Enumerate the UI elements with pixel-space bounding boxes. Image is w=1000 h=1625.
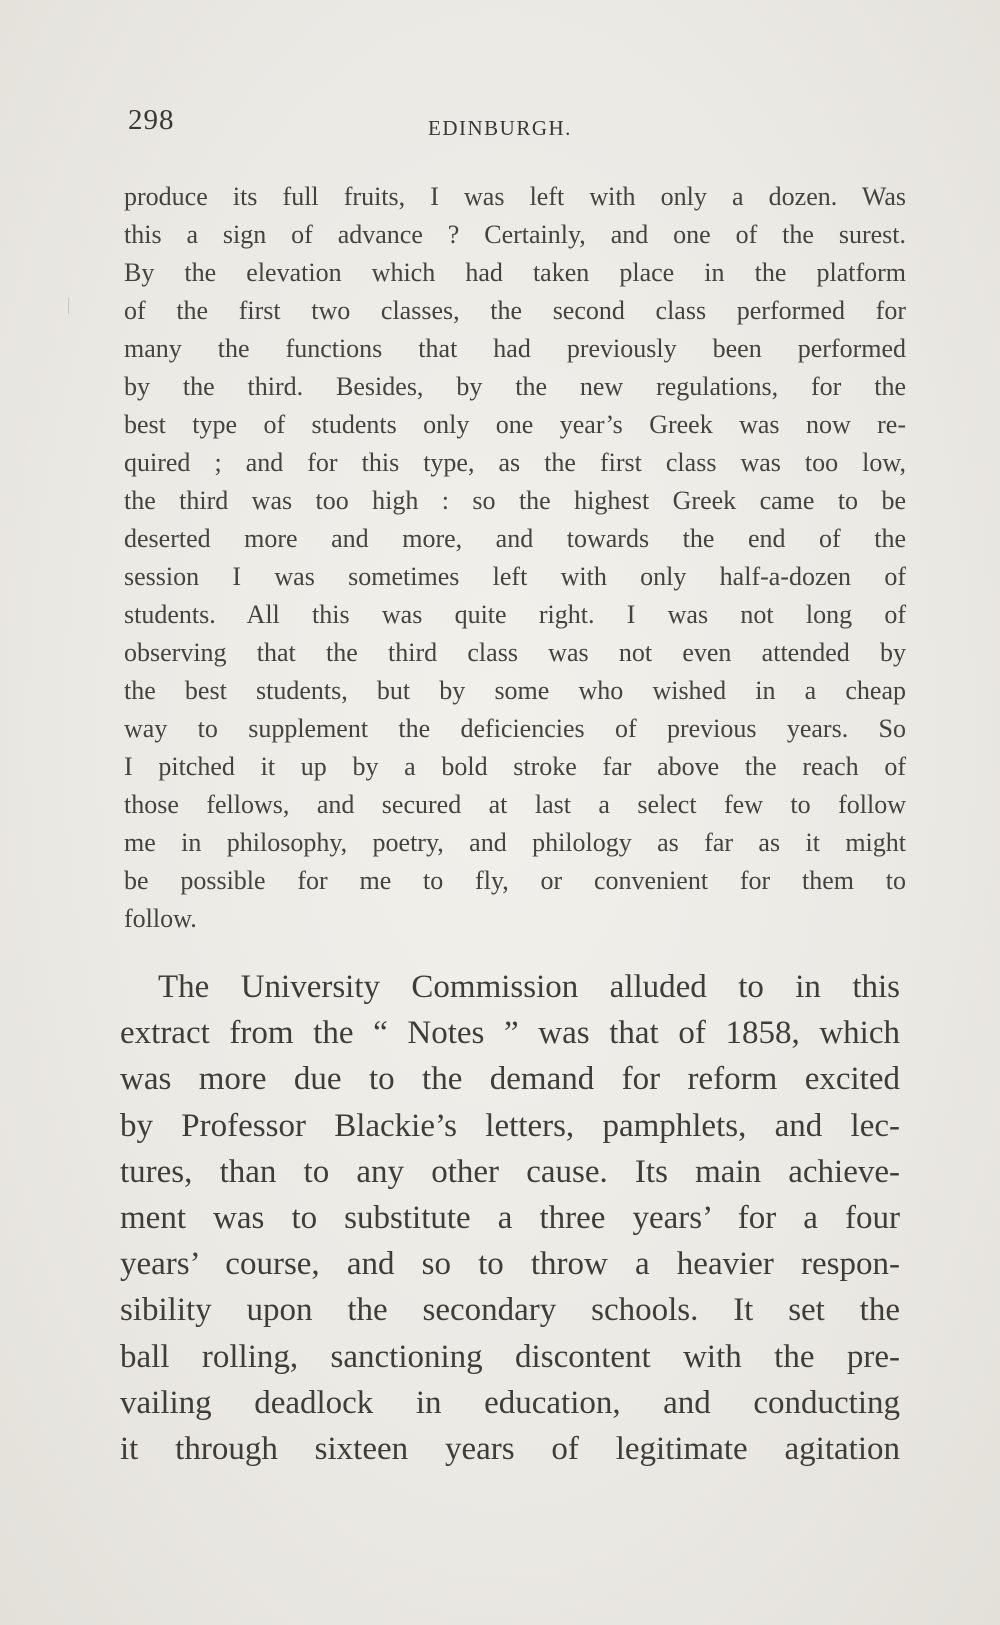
extract-line: observing that the third class was not even attended by <box>124 638 906 667</box>
extract-line: deserted more and more, and towards the end of the <box>124 524 906 553</box>
body-line: was more due to the demand for reform excited <box>120 1061 900 1098</box>
body-line: ment was to substitute a three years’ for a four <box>120 1199 900 1236</box>
extract-line: produce its full fruits, I was left with only a dozen. Was <box>124 182 906 211</box>
body-line: extract from the “ Notes ” was that of 1858, which <box>120 1015 900 1052</box>
body-line: it through sixteen years of legitimate agitation <box>120 1430 900 1467</box>
extract-line: by the third. Besides, by the new regulations, for the <box>124 372 906 401</box>
body-line: by Professor Blackie’s letters, pamphlets, and lec- <box>120 1107 900 1144</box>
extract-line: be possible for me to fly, or convenient for them to <box>124 866 906 895</box>
page-number: 298 <box>128 104 175 136</box>
extract-line: quired ; and for this type, as the first class was too low, <box>124 448 906 477</box>
extract-line: the best students, but by some who wished in a cheap <box>124 676 906 705</box>
extract-line: me in philosophy, poetry, and philology as far as it might <box>124 828 906 857</box>
quoted-extract <box>124 178 906 938</box>
body-line: vailing deadlock in education, and conducting <box>120 1384 900 1421</box>
margin-mark <box>68 298 69 314</box>
page-header <box>128 104 898 144</box>
extract-line: the third was too high : so the highest Greek came to be <box>124 486 906 515</box>
body-line: years’ course, and so to throw a heavier respon- <box>120 1246 900 1283</box>
extract-line: session I was sometimes left with only half-a-dozen of <box>124 562 906 591</box>
extract-line: students. All this was quite right. I was not long of <box>124 600 906 629</box>
extract-line: way to supplement the deficiencies of previous years. So <box>124 714 906 743</box>
body-line: tures, than to any other cause. Its main achieve- <box>120 1153 900 1190</box>
body-line: The University Commission alluded to in this <box>158 969 900 1005</box>
running-head: EDINBURGH. <box>428 116 572 140</box>
body-line: ball rolling, sanctioning discontent with the pre- <box>120 1338 900 1375</box>
extract-line: follow. <box>124 904 197 933</box>
extract-line: many the functions that had previously been performed <box>124 334 906 363</box>
body-paragraph <box>120 964 900 1472</box>
extract-line: those fellows, and secured at last a select few to follow <box>124 790 906 819</box>
extract-line: this a sign of advance ? Certainly, and one of the surest. <box>124 220 906 249</box>
extract-line: I pitched it up by a bold stroke far above the reach of <box>124 752 906 781</box>
body-line: sibility upon the secondary schools. It set the <box>120 1292 900 1329</box>
extract-line: By the elevation which had taken place in the platform <box>124 258 906 287</box>
extract-line: best type of students only one year’s Greek was now re- <box>124 410 906 439</box>
extract-line: of the first two classes, the second class performed for <box>124 296 906 325</box>
